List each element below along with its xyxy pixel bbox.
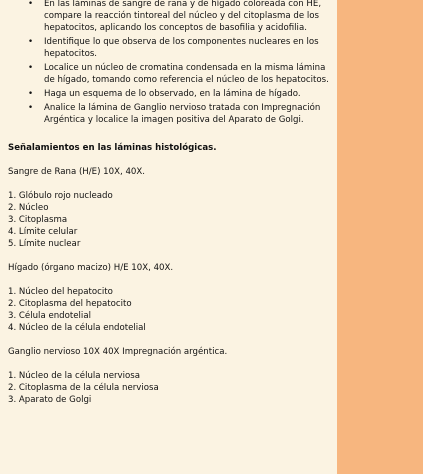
- list-item: 1. Núcleo de la célula nerviosa: [8, 371, 141, 381]
- list-item: 3. Aparato de Golgi: [8, 395, 92, 405]
- list-item: [8, 62, 337, 86]
- list-item: 2. Citoplasma del hepatocito: [8, 299, 132, 309]
- instruction-text: Localice un núcleo de cromatina condensada en la misma lámina de hígado, tomando como referencia el núcleo de los hepatocitos.: [44, 63, 329, 85]
- bullet-icon: •: [28, 0, 34, 9]
- label-list: [8, 190, 337, 250]
- bullet-icon: •: [28, 63, 34, 73]
- instruction-text: Identifique lo que observa de los componentes nucleares en los hepatocitos.: [44, 37, 319, 59]
- list-item: 1. Glóbulo rojo nucleado: [8, 191, 113, 201]
- section-heading: Señalamientos en las láminas histológicas.: [8, 143, 217, 153]
- list-item: 4. Límite celular: [8, 227, 78, 237]
- label-list: [8, 286, 337, 334]
- list-item: 3. Célula endotelial: [8, 311, 91, 321]
- list-item: [8, 0, 337, 34]
- list-item: [8, 36, 337, 60]
- instruction-text: Haga un esquema de lo observado, en la lámina de hígado.: [44, 89, 301, 99]
- list-item: 1. Núcleo del hepatocito: [8, 287, 113, 297]
- section-title: Ganglio nervioso 10X 40X Impregnación argéntica.: [8, 347, 228, 357]
- bullet-icon: •: [28, 37, 34, 47]
- list-item: 5. Límite nuclear: [8, 239, 81, 249]
- label-list: [8, 370, 337, 406]
- list-item: 4. Núcleo de la célula endotelial: [8, 323, 146, 333]
- list-item: 3. Citoplasma: [8, 215, 68, 225]
- bullet-icon: •: [28, 89, 34, 99]
- list-item: 2. Citoplasma de la célula nerviosa: [8, 383, 159, 393]
- bullet-icon: •: [28, 103, 34, 113]
- section-title: Sangre de Rana (H/E) 10X, 40X.: [8, 167, 146, 177]
- section-title: Hígado (órgano macizo) H/E 10X, 40X.: [8, 263, 174, 273]
- list-item: 2. Núcleo: [8, 203, 49, 213]
- instruction-list: [8, 0, 337, 126]
- instruction-text: Analice la lámina de Ganglio nervioso tratada con Impregnación Argéntica y localice la imagen positiva del Aparato de Golgi.: [44, 103, 321, 125]
- list-item: [8, 88, 337, 100]
- sidebar-panel: [337, 0, 423, 474]
- instruction-text: En las láminas de sangre de rana y de hígado coloreada con HE, compare la reacción tintoreal del núcleo y del citoplasma de los hepatocitos, aplicando los conceptos de basofilia y acidofilia.: [44, 0, 322, 33]
- list-item: [8, 102, 337, 126]
